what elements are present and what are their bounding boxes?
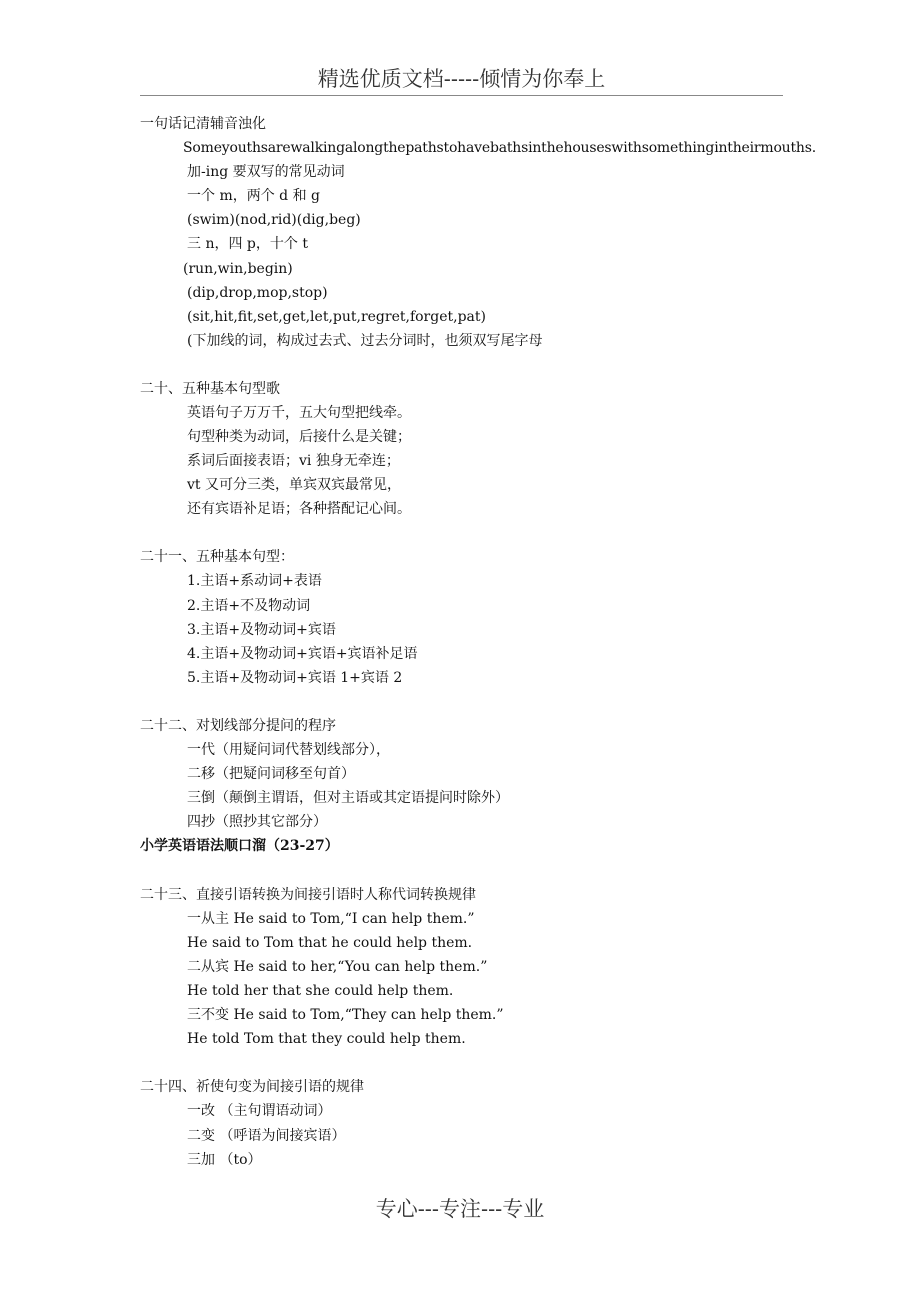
text-line: He said to Tom that he could help them. <box>187 935 473 951</box>
text-line: (swim)(nod,rid)(dig,beg) <box>187 212 361 228</box>
text-line: 还有宾语补足语；各种搭配记心间。 <box>187 501 411 517</box>
text-line: 3.主语+及物动词+宾语 <box>187 622 336 638</box>
section-title-20: 二十、五种基本句型歌 <box>140 381 280 397</box>
text-line: 三不变 He said to Tom,“They can help them.” <box>187 1007 504 1023</box>
mnemonic-sentence: Someyouthsarewalkingalongthepathstohavebathsinthehouseswithsomethingintheirmouths. <box>183 140 816 156</box>
text-line: 一代（用疑问词代替划线部分）， <box>187 742 390 758</box>
text-line: 2.主语+不及物动词 <box>187 598 311 614</box>
text-line: 句型种类为动词，后接什么是关键； <box>187 429 411 445</box>
page-footer: 专心---专注---专业 <box>375 1197 545 1221</box>
section-title-22: 二十二、对划线部分提问的程序 <box>140 718 336 734</box>
text-line: 三 n，四 p，十个 t <box>187 236 308 252</box>
text-line: 一个 m，两个 d 和 g <box>187 188 320 204</box>
page-header: 精选优质文档-----倾情为你奉上 <box>140 64 783 96</box>
section-title-24: 二十四、祈使句变为间接引语的规律 <box>140 1079 364 1095</box>
text-line: He told Tom that they could help them. <box>187 1031 466 1047</box>
text-line: 一改 （主句谓语动词） <box>187 1103 332 1119</box>
section-title-21: 二十一、五种基本句型： <box>140 549 294 565</box>
section-title-voicing: 一句话记清辅音浊化 <box>140 116 266 132</box>
text-line: 一从主 He said to Tom,“I can help them.” <box>187 911 475 927</box>
text-line: vt 又可分三类，单宾双宾最常见， <box>187 477 401 493</box>
text-line: 二移（把疑问词移至句首） <box>187 766 355 782</box>
text-line: 加-ing 要双写的常见动词 <box>187 164 345 180</box>
text-line: (run,win,begin) <box>183 261 293 277</box>
bold-heading: 小学英语语法顺口溜（23-27） <box>140 838 339 854</box>
text-line: 三倒（颠倒主谓语，但对主语或其定语提问时除外） <box>187 790 509 806</box>
text-line: (下加线的词，构成过去式、过去分词时，也须双写尾字母 <box>187 333 543 349</box>
text-line: (dip,drop,mop,stop) <box>187 285 328 301</box>
text-line: 四抄（照抄其它部分） <box>187 814 327 830</box>
text-line: 二变 （呼语为间接宾语） <box>187 1128 346 1144</box>
text-line: 5.主语+及物动词+宾语 1+宾语 2 <box>187 670 403 686</box>
text-line: 二从宾 He said to her,“You can help them.” <box>187 959 488 975</box>
section-title-23: 二十三、直接引语转换为间接引语时人称代词转换规律 <box>140 887 476 903</box>
text-line: 4.主语+及物动词+宾语+宾语补足语 <box>187 646 418 662</box>
text-line: 英语句子万万千，五大句型把线牵。 <box>187 405 411 421</box>
text-line: 1.主语+系动词+表语 <box>187 573 322 589</box>
text-line: 三加 （to） <box>187 1152 262 1168</box>
text-line: 系词后面接表语；vi 独身无牵连； <box>187 453 400 469</box>
text-line: He told her that she could help them. <box>187 983 454 999</box>
text-line: (sit,hit,fit,set,get,let,put,regret,forget,pat) <box>187 309 486 325</box>
